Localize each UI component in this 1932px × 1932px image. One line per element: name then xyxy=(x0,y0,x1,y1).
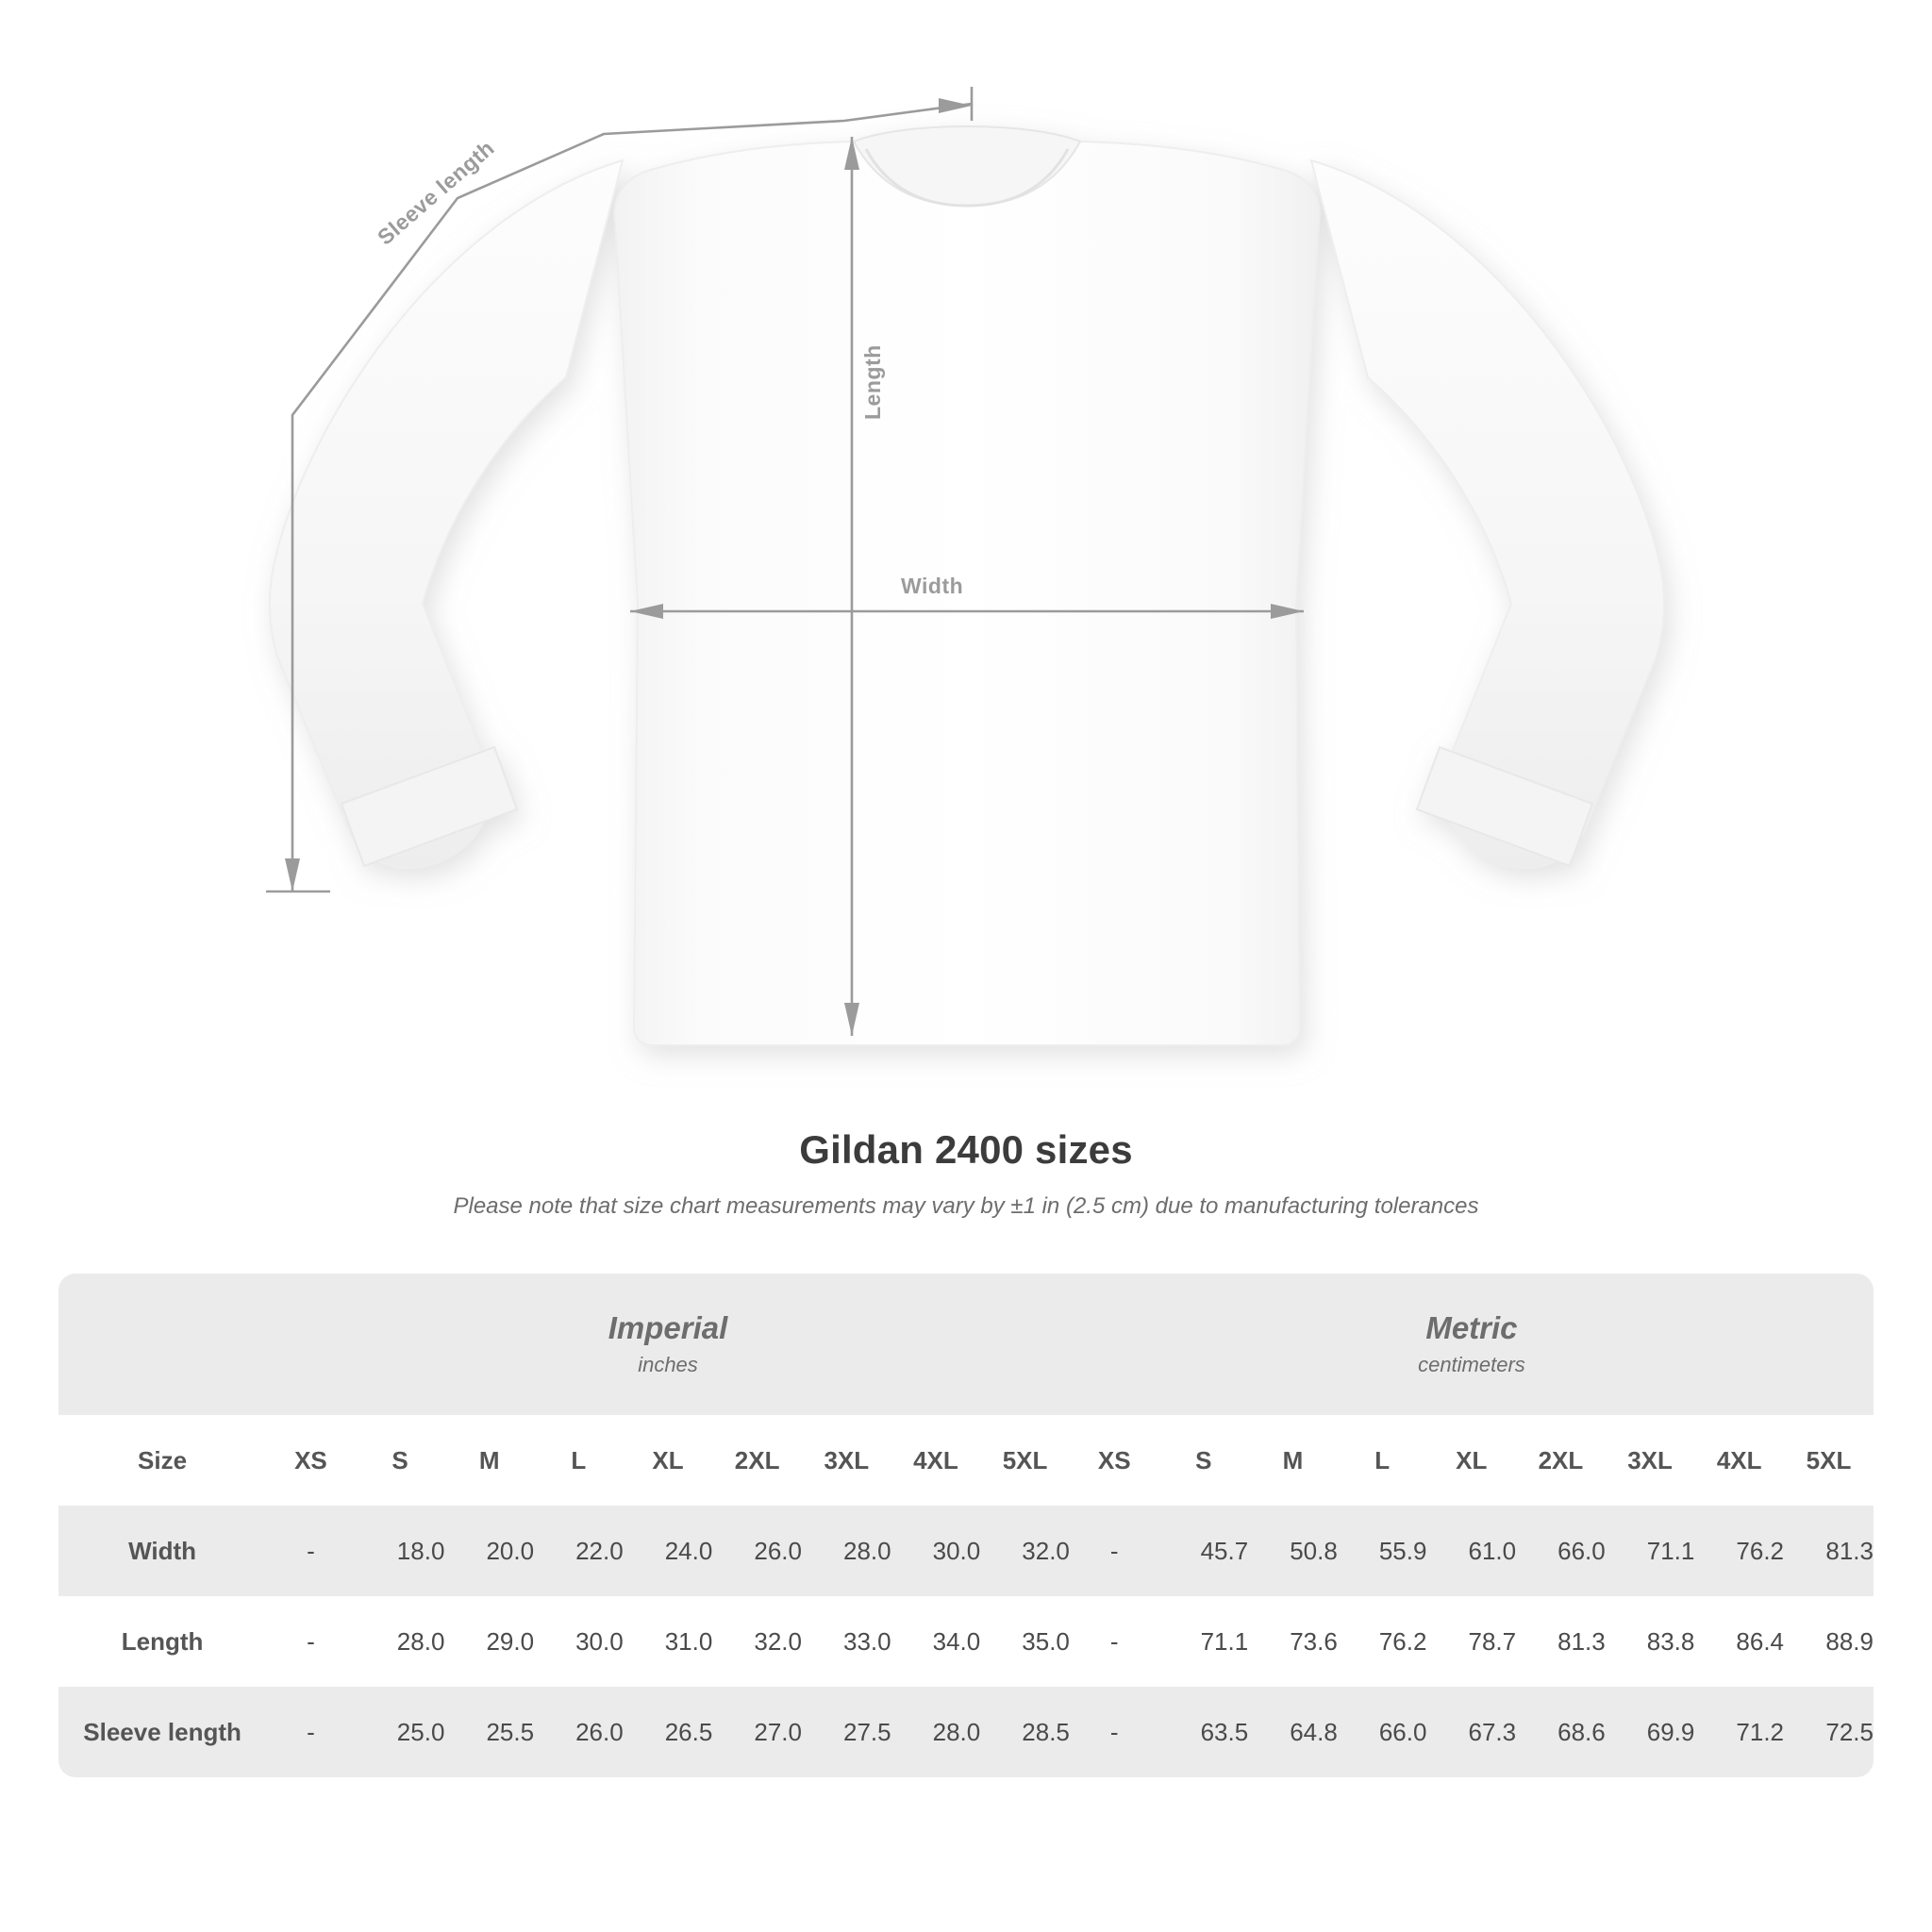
cell: 30.0 xyxy=(534,1596,624,1687)
size-col-header: XS xyxy=(1070,1415,1159,1506)
table-row xyxy=(58,1596,1874,1687)
cell: 71.1 xyxy=(1606,1506,1695,1596)
cell: 66.0 xyxy=(1338,1687,1427,1777)
cell: 68.6 xyxy=(1516,1687,1606,1777)
cell: 78.7 xyxy=(1426,1596,1516,1687)
size-col-header: XL xyxy=(624,1415,713,1506)
size-col-header: XS xyxy=(266,1415,356,1506)
cell: 67.3 xyxy=(1426,1687,1516,1777)
cell: 29.0 xyxy=(444,1596,534,1687)
cell: 69.9 xyxy=(1606,1687,1695,1777)
cell: 81.3 xyxy=(1516,1596,1606,1687)
cell: 18.0 xyxy=(356,1506,445,1596)
cell: 27.0 xyxy=(712,1687,802,1777)
cell: 35.0 xyxy=(980,1596,1070,1687)
page-title: Gildan 2400 sizes xyxy=(799,1127,1133,1172)
length-label: Length xyxy=(860,344,885,420)
row-label-sleeve-length: Sleeve length xyxy=(58,1687,266,1777)
size-col-header: S xyxy=(356,1415,445,1506)
size-col-header: 4XL xyxy=(1694,1415,1784,1506)
cell: 28.0 xyxy=(356,1596,445,1687)
cell: - xyxy=(1070,1687,1159,1777)
size-col-header: 5XL xyxy=(1784,1415,1874,1506)
cell: 25.0 xyxy=(356,1687,445,1777)
size-col-header: S xyxy=(1159,1415,1249,1506)
cell: 24.0 xyxy=(624,1506,713,1596)
unit-metric-name: Metric xyxy=(1425,1309,1518,1345)
cell: 34.0 xyxy=(891,1596,981,1687)
size-header-label: Size xyxy=(58,1415,266,1506)
cell: 26.0 xyxy=(534,1687,624,1777)
cell: 31.0 xyxy=(624,1596,713,1687)
cell: 86.4 xyxy=(1694,1596,1784,1687)
unit-group-metric xyxy=(1070,1274,1874,1415)
size-col-header: L xyxy=(1338,1415,1427,1506)
unit-header-spacer xyxy=(58,1274,266,1415)
cell: 26.5 xyxy=(624,1687,713,1777)
cell: 88.9 xyxy=(1784,1596,1874,1687)
cell: 66.0 xyxy=(1516,1506,1606,1596)
unit-imperial-name: Imperial xyxy=(608,1309,728,1345)
cell: 22.0 xyxy=(534,1506,624,1596)
table-row xyxy=(58,1506,1874,1596)
cell: 76.2 xyxy=(1694,1506,1784,1596)
size-col-header: 2XL xyxy=(712,1415,802,1506)
cell: 27.5 xyxy=(802,1687,891,1777)
cell: 76.2 xyxy=(1338,1596,1427,1687)
cell: 33.0 xyxy=(802,1596,891,1687)
cell: - xyxy=(1070,1506,1159,1596)
unit-header-row xyxy=(58,1274,1874,1415)
cell: - xyxy=(1070,1596,1159,1687)
cell: 83.8 xyxy=(1606,1596,1695,1687)
size-col-header: 2XL xyxy=(1516,1415,1606,1506)
row-label-length: Length xyxy=(58,1596,266,1687)
cell: 28.5 xyxy=(980,1687,1070,1777)
unit-metric-sub: centimeters xyxy=(1418,1353,1525,1377)
sleeve-length-label: Sleeve length xyxy=(373,135,499,250)
cell: 72.5 xyxy=(1784,1687,1874,1777)
size-col-header: 3XL xyxy=(802,1415,891,1506)
size-table-wrapper xyxy=(58,1274,1874,1777)
table-row xyxy=(58,1687,1874,1777)
cell: 81.3 xyxy=(1784,1506,1874,1596)
size-col-header: 5XL xyxy=(980,1415,1070,1506)
title-block xyxy=(0,1127,1932,1220)
cell: 63.5 xyxy=(1159,1687,1249,1777)
tolerance-note: Please note that size chart measurements may vary by ±1 in (2.5 cm) due to manufacturing tolerances xyxy=(453,1193,1479,1219)
row-label-width: Width xyxy=(58,1506,266,1596)
size-col-header: M xyxy=(1248,1415,1338,1506)
size-col-header: 4XL xyxy=(891,1415,981,1506)
size-col-header: XL xyxy=(1426,1415,1516,1506)
cell: 73.6 xyxy=(1248,1596,1338,1687)
cell: - xyxy=(266,1596,356,1687)
cell: 25.5 xyxy=(444,1687,534,1777)
unit-imperial-sub: inches xyxy=(638,1353,698,1377)
cell: - xyxy=(266,1687,356,1777)
cell: 71.1 xyxy=(1159,1596,1249,1687)
size-col-header: L xyxy=(534,1415,624,1506)
size-col-header: 3XL xyxy=(1606,1415,1695,1506)
cell: 45.7 xyxy=(1159,1506,1249,1596)
cell: 50.8 xyxy=(1248,1506,1338,1596)
cell: 30.0 xyxy=(891,1506,981,1596)
cell: 20.0 xyxy=(444,1506,534,1596)
cell: 28.0 xyxy=(891,1687,981,1777)
size-col-header: M xyxy=(444,1415,534,1506)
size-header-row xyxy=(58,1415,1874,1506)
unit-group-imperial xyxy=(266,1274,1070,1415)
cell: 26.0 xyxy=(712,1506,802,1596)
width-label: Width xyxy=(901,574,964,598)
cell: 32.0 xyxy=(712,1596,802,1687)
cell: 61.0 xyxy=(1426,1506,1516,1596)
garment-shape xyxy=(270,126,1664,1045)
cell: 32.0 xyxy=(980,1506,1070,1596)
cell: 28.0 xyxy=(802,1506,891,1596)
cell: - xyxy=(266,1506,356,1596)
cell: 71.2 xyxy=(1694,1687,1784,1777)
cell: 55.9 xyxy=(1338,1506,1427,1596)
cell: 64.8 xyxy=(1248,1687,1338,1777)
size-table xyxy=(58,1274,1874,1777)
